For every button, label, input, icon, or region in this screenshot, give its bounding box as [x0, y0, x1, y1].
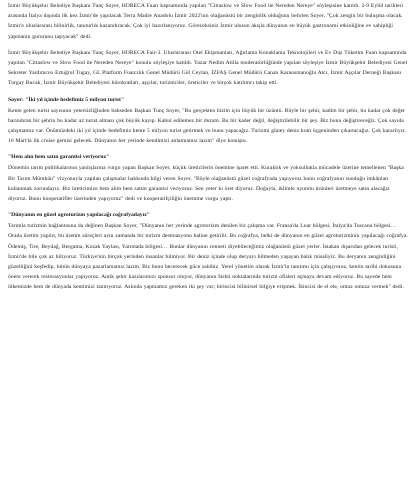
section-paragraph-agrotourism: Tarımla turizmin bağlantısına da değinen Başkan Soyer, "Dünyanın her yerinde agroturizm denilen bir çalışma var. Fransa'da Luar bölgesi, İtalya'da Toscana bölgesi… Orada üretim yapılır, bu üretim süreçleri aynı zamanda bir turizm destinasyonu haline getirilir. Bu coğrafya, belki de dünyanın en güzel agroturizminin yapılacağı coğrafya. Ödemiş, Tire, Beydağ, Bergama, Kozak Yaylası, Yarımada bölgesi… Bunlar dünyanın cenneti diyebileceğimiz olağanüstü güzel yerler. İstakan dışarıdan gelecek turisti, İzmir'de bile çok az biliyoruz. Türkiye'nin birçok yerinden insanlar bilmiyor. Bir deniz içinde olup deryayı bilmeden yaşayan balık misaliyiz. Bu deryanın zenginliğini güzelliğini keşfedip, bütün dünyaya pazarlamamız lazım. Biz bunu becerecek güce sahibiz. Yerel yönetim olarak İzmir'in tanıtımı için çalışıyoruz, kentin tarihi dokusuna önem vererek restorasyonlar yapıyoruz. Antik şehir kazılarımızı sponsor oluyor, dünyanın farklı noktalarında turizm ofisleri açmaya devam ediyoruz. Bu sayede hem ülkemizde hem de dünyada kentimizi tanıtıyoruz. Aslında yapmamız gereken iki şey var; birincisi bilinirsel bilgiye erişmek. İkincisi de el ele, omuz omuza vermek" dedi.	[8, 223, 408, 291]
intro-paragraph: İzmir Büyükşehir Belediye Başkanı Tunç Soyer, HORECA Fuarı kapsamında yapılan "Cittaslow ve Slow Food ile Nereden Nereye" söyleşisine katıldı. 2-9 Eylül tarihleri arasında İtalya dışında ilk kez İzmir'de yapılacak Terra Madre Anadolu İzmir 2022'nin olağanüstü bir zenginlik olduğunu belirten Soyer, "Çok zengin bir buluşma olacak. İzmir'e uluslararası bilinirlik, tanınırlık kazandıracak. Çok iyi hazırlanıyoruz. Göreceksiniz İzmir ulusun akışla dünyanın en büyük gastronomi etkinliğine ev sahipliği yapmanın gururunu taşıyacak" dedi.	[8, 3, 404, 40]
event-details-paragraph: İzmir Büyükşehir Belediye Başkanı Tunç Soyer, HORECA Fair-3. Uluslararası Otel Ekipmanları, Ağırlama Konaklama Teknolojileri ve Ev Dışı Tüketim Fuarı kapsamında yapılan "Cittaslow ve Slow Food ile Nereden Nereye" konulu söyleşiye katıldı. Yazar Nedim Atilla moderatörlüğünde yapılan söyleşiye İzmir Büyükşehir Belediyesi Genel Sekreter Yardımcısı Ertuğrul Tugay, GL Platform Fuarcılık Genel Müdürü Gül Ceylan, İZFAŞ Genel Müdürü Canan Karaosmanoğlu Atcı, İzmir Aşçılar Derneği Başkanı Turgay Bucak, İzmir Büyükşehir Belediyesi bürokratları, aşçılar, turizmciler, üreticiler ve birçok katılımcı takip etti.	[8, 49, 408, 87]
section-heading-purchase-guarantee: "Hem alın hem satın garantisi veriyoruz"	[8, 154, 110, 161]
section-heading-tourist-target: Soyer: "İki yıl içinde hedefimiz 5 milyon turist"	[8, 96, 125, 103]
section-paragraph-purchase-guarantee: Dönemin tarım politikalarının yanlışlarına vurgu yapan Başkan Soyer, küçük üreticilerin önemine işaret etti. Kuraklık ve yoksullukla mücadele üzerine temellenen "Başka Bir Tarım Mümkün" vizyonuyla yapılan çalışmalar hakkında bilgi veren Soyer, "Böyle olağanüstü güzel coğrafyada yapıyoruz bunu coğrafyanın sunduğu imkânları kullanmak zorundayız. Biz üreticimize hem alım hem satım garantisi veriyoruz. Sen yeter ki üret diyoruz. Doğayla, iklimle uyumlu ürünleri üretmeye satın alacağız diyoruz. Bunu kooperatifler üzerinden yapıyoruz" dedi ve kooperatifçiliğin önemine vurgu yaptı.	[8, 165, 404, 203]
section-paragraph-tourist-target: Kente gelen turist sayısının yetersizliğinden bahseden Başkan Tunç Soyer, "Bu gerçekten bizim için büyük bir üzüntü. Böyle bir şehir, kadim bir şehir, bu kadar çok değer barındıran bir şehrin bu kadar az turist alması çok büyük kayıp. Kabul edilemez bir durum. Bu bir kader değil, değiştirilebilir bir şey. Biz bunu değiştireceğiz. Çok sayıda çalışmamız var. Önümüzdeki iki yıl içinde hedefimiz kente 5 milyon turist getirmek ve bunu yapacağız. Turizmi güney deniz kum üçgeninden çıkartacağız. Çok kararlıyız. 16 Mart'ta ilk cruise gemisi gelecek. Dünyanın her yerinde kendimizi anlatmamız lazım" diye konuştu.	[8, 107, 407, 145]
section-heading-agrotourism: "Dünyanın en güzel agroturizm yapılacağı coğrafyadayız"	[8, 212, 150, 219]
